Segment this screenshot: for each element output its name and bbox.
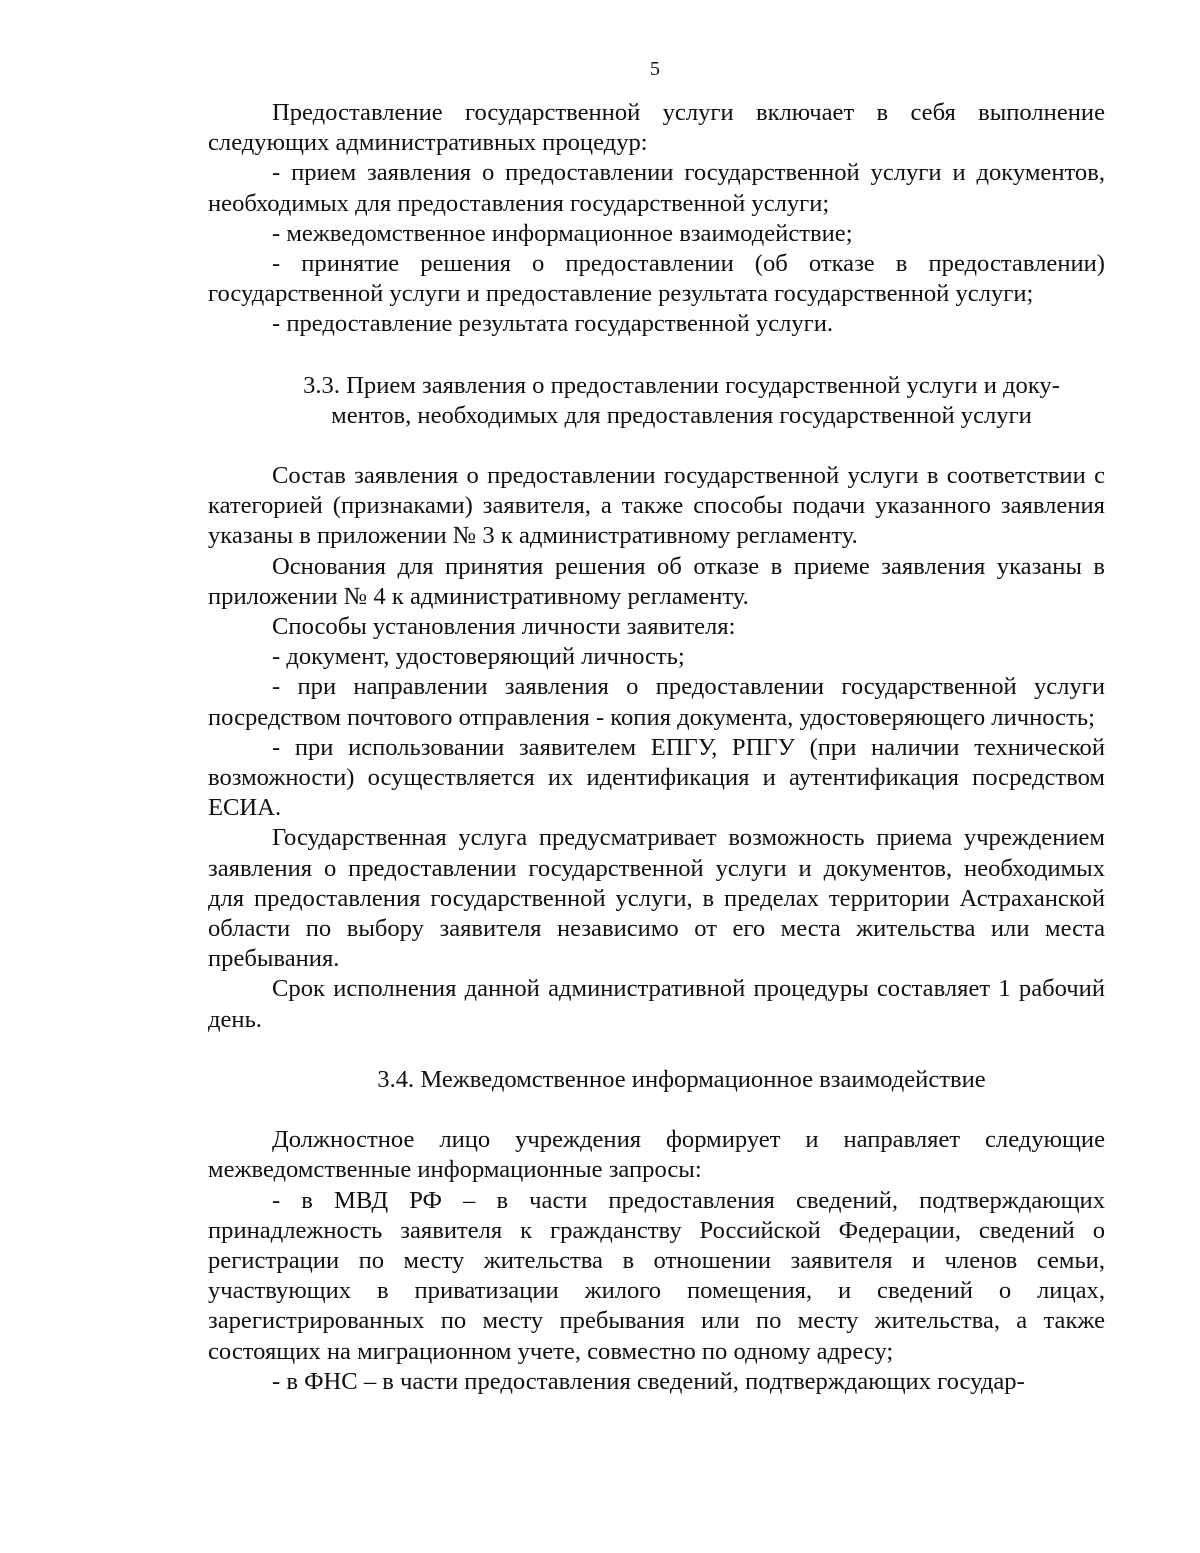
paragraph: Состав заявления о предоставлении государственной услуги в соответствии с категорией (признаками) заявителя, а также способы подачи указанного заявления указаны в приложении № 3 к административному регламенту. <box>208 462 1105 550</box>
page-number: 5 <box>650 58 660 80</box>
list-item: - межведомственное информационное взаимодействие; <box>272 219 853 247</box>
paragraph: Должностное лицо учреждения формирует и направляет следующие межведомственные информационные запросы: <box>208 1126 1105 1184</box>
section-heading-line: 3.3. Прием заявления о предоставлении государственной услуги и доку- <box>303 371 1060 399</box>
paragraph: Срок исполнения данной административной процедуры составляет 1 рабочий день. <box>208 975 1105 1033</box>
paragraph: Способы установления личности заявителя: <box>272 613 736 641</box>
list-item: - в МВД РФ – в части предоставления сведений, подтверждающих принадлежность заявителя к гражданству Российской Федерации, сведений о регистрации по месту жительства в отношении заявителя и членов семьи, участвующих в приватизации жилого помещения, и сведений о лицах, зарегистрированных по месту пребывания или по месту жительства, а также состоящих на миграционном учете, совместно по одному адресу; <box>208 1186 1105 1365</box>
list-item: - предоставление результата государственной услуги. <box>272 310 834 338</box>
document-body <box>208 98 1105 1397</box>
paragraph-intro: Предоставление государственной услуги включает в себя выполнение следующих административных процедур: <box>208 99 1105 157</box>
section-spacer <box>208 1095 1105 1125</box>
section-spacer <box>208 431 1105 461</box>
list-item: - документ, удостоверяющий личность; <box>272 643 685 671</box>
list-item: - прием заявления о предоставлении государственной услуги и документов, необходимых для предоставления государственной услуги; <box>208 159 1105 217</box>
list-item: - принятие решения о предоставлении (об отказе в предоставлении) государственной услуги и предоставление результата государственной услуги; <box>208 250 1105 308</box>
section-heading-3-3 <box>208 371 1105 431</box>
section-heading-3-4: 3.4. Межведомственное информационное взаимодействие <box>377 1065 986 1093</box>
paragraph: Основания для принятия решения об отказе в приеме заявления указаны в приложении № 4 к административному регламенту. <box>208 552 1105 610</box>
section-heading-line: ментов, необходимых для предоставления государственной услуги <box>331 401 1032 429</box>
list-item: - в ФНС – в части предоставления сведений, подтверждающих государ- <box>272 1367 1025 1395</box>
list-item: - при направлении заявления о предоставлении государственной услуги посредством почтового отправления - копия документа, удостоверяющего личность; <box>208 673 1105 731</box>
paragraph: Государственная услуга предусматривает возможность приема учреждением заявления о предоставлении государственной услуги и документов, необходимых для предоставления государственной услуги, в пределах территории Астраханской области по выбору заявителя независимо от его места жительства или места пребывания. <box>208 824 1105 973</box>
list-item: - при использовании заявителем ЕПГУ, РПГУ (при наличии технической возможности) осуществляется их идентификация и аутентификация посредством ЕСИА. <box>208 733 1105 822</box>
section-spacer <box>208 340 1105 371</box>
section-spacer <box>208 1035 1105 1065</box>
